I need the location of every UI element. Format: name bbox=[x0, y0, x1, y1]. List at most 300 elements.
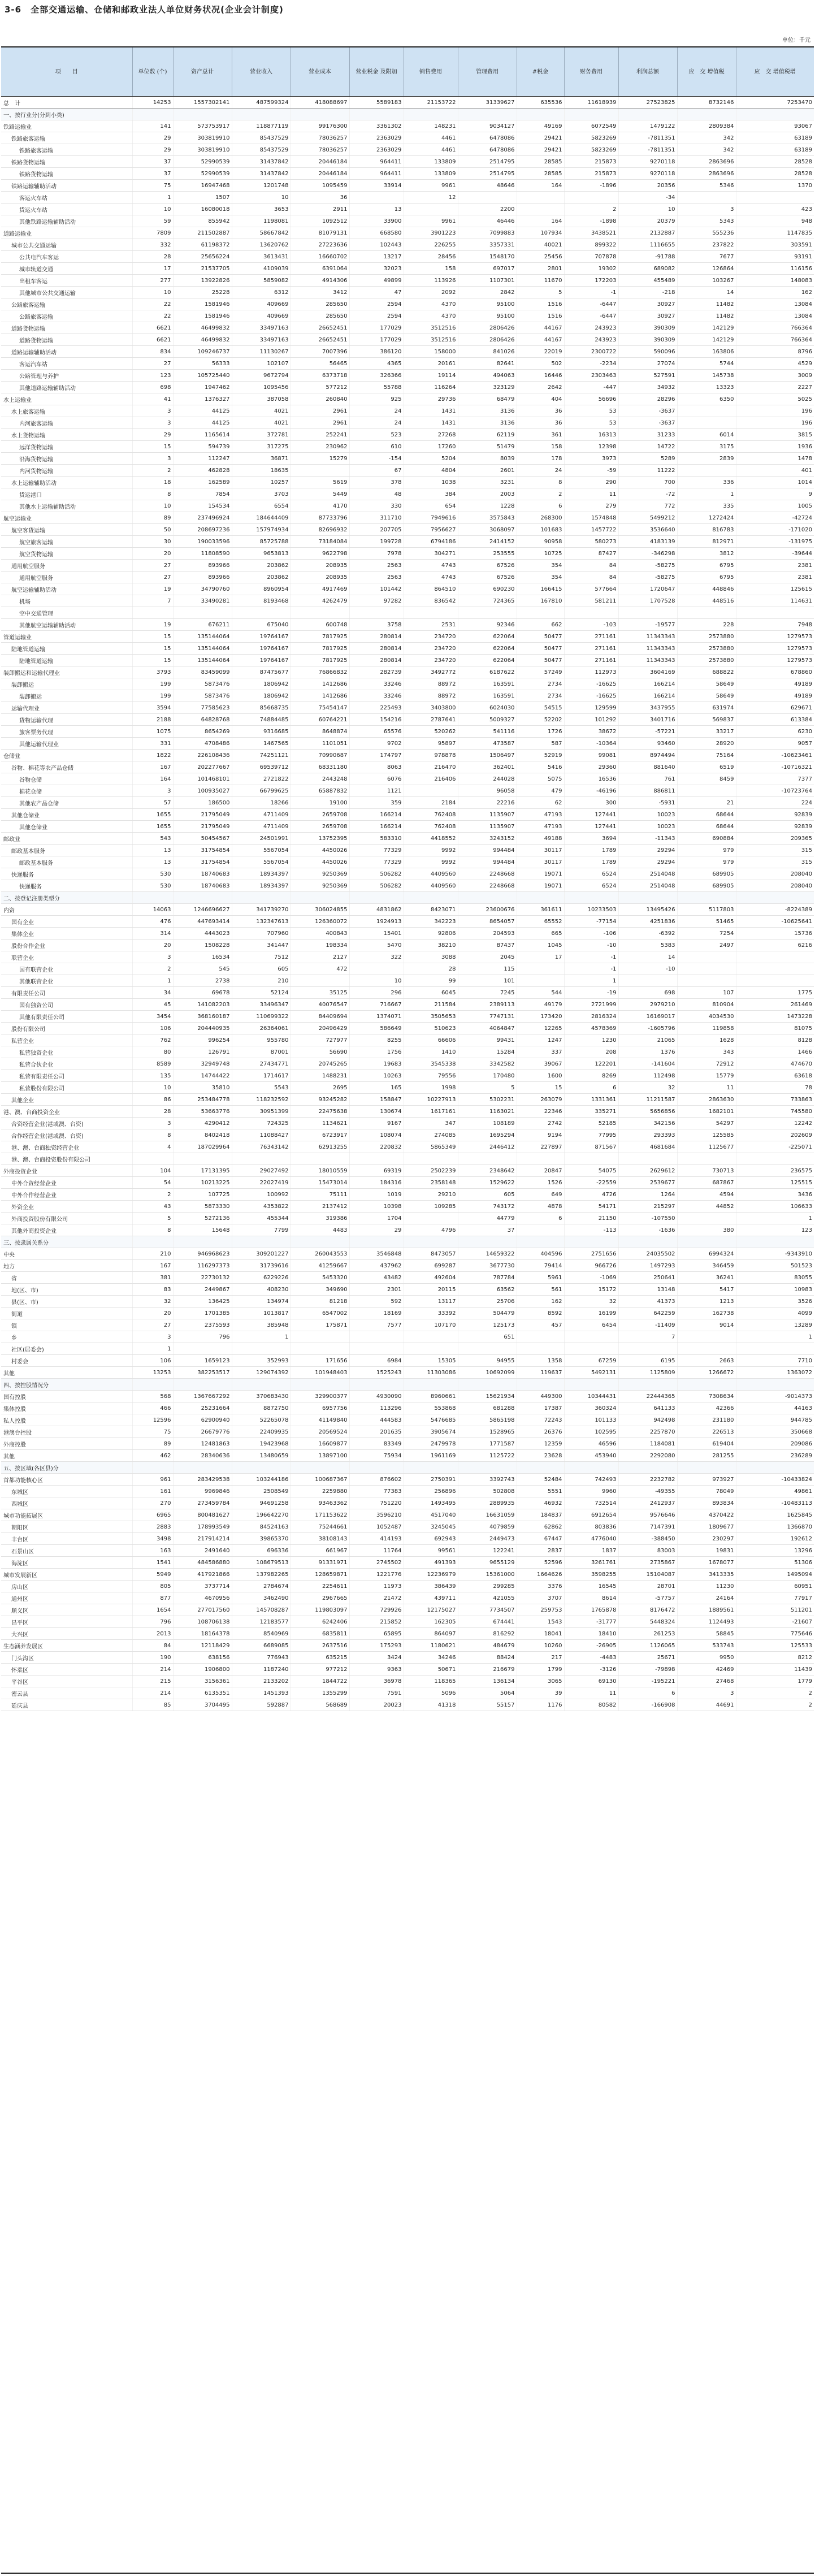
cell-value: 9672794 bbox=[232, 370, 291, 382]
cell-value: 9622798 bbox=[291, 548, 349, 560]
cell-value bbox=[618, 1236, 677, 1248]
cell-value: 2594 bbox=[349, 298, 404, 310]
cell-value: 1358 bbox=[517, 1355, 564, 1367]
cell-value: 1 bbox=[132, 1343, 173, 1355]
cell-value: 19764167 bbox=[232, 631, 291, 643]
cell-value: 8 bbox=[132, 1129, 173, 1141]
cell-value: 8473057 bbox=[404, 1248, 458, 1260]
table-row bbox=[1, 631, 814, 643]
cell-value: 729926 bbox=[349, 1604, 404, 1616]
table-row bbox=[1, 1201, 814, 1213]
cell-value: 1230 bbox=[564, 1034, 618, 1046]
cell-value: 11 bbox=[564, 488, 618, 500]
table-row bbox=[1, 987, 814, 999]
cell-value: 1005 bbox=[736, 500, 814, 512]
cell-value: 142129 bbox=[677, 334, 736, 346]
cell-value: 20496429 bbox=[291, 1023, 349, 1034]
cell-value: 2133202 bbox=[232, 1676, 291, 1687]
cell-value: 112498 bbox=[618, 1070, 677, 1082]
table-row bbox=[1, 702, 814, 714]
cell-value: 25671 bbox=[618, 1652, 677, 1664]
cell-value: 162 bbox=[517, 1296, 564, 1308]
cell-value: 7817925 bbox=[291, 655, 349, 666]
cell-value: 6076 bbox=[349, 773, 404, 785]
cell-value: 5 bbox=[132, 1213, 173, 1224]
cell-value: 88972 bbox=[404, 690, 458, 702]
row-label: 合作经营企业(港或澳、台资) bbox=[1, 1129, 132, 1141]
row-label: 集体企业 bbox=[1, 928, 132, 940]
cell-value: 641133 bbox=[618, 1402, 677, 1414]
cell-value: 129599 bbox=[564, 702, 618, 714]
cell-value bbox=[517, 892, 564, 904]
cell-value: 1678077 bbox=[677, 1557, 736, 1569]
cell-value: 87475677 bbox=[232, 666, 291, 678]
cell-value bbox=[349, 1343, 404, 1355]
cell-value: 2721822 bbox=[232, 773, 291, 785]
table-row bbox=[1, 536, 814, 548]
table-row bbox=[1, 833, 814, 845]
cell-value: 4914306 bbox=[291, 275, 349, 287]
cell-value: 18010559 bbox=[291, 1165, 349, 1177]
cell-value: 16080018 bbox=[173, 204, 232, 215]
cell-value: 8654269 bbox=[173, 726, 232, 738]
cell-value: 243923 bbox=[564, 322, 618, 334]
row-label: 空中交通管理 bbox=[1, 607, 132, 619]
cell-value: 447693414 bbox=[173, 916, 232, 928]
cell-value: 335 bbox=[677, 500, 736, 512]
cell-value: 105725440 bbox=[173, 370, 232, 382]
cell-value: 4796 bbox=[404, 1224, 458, 1236]
cell-value: 2883 bbox=[132, 1521, 173, 1533]
cell-value: 268300 bbox=[517, 512, 564, 524]
cell-value: 372781 bbox=[232, 429, 291, 441]
cell-value: -218 bbox=[618, 287, 677, 298]
cell-value: 635536 bbox=[517, 97, 564, 109]
cell-value: 1765878 bbox=[564, 1604, 618, 1616]
cell-value: 79414 bbox=[517, 1260, 564, 1272]
cell-value: 55157 bbox=[458, 1699, 517, 1711]
cell-value: 28 bbox=[132, 251, 173, 263]
cell-value: 1655 bbox=[132, 821, 173, 833]
cell-value: 47193 bbox=[517, 821, 564, 833]
cell-value: 864510 bbox=[404, 583, 458, 595]
cell-value bbox=[736, 192, 814, 204]
row-label: 航空客货运输 bbox=[1, 524, 132, 536]
table-row bbox=[1, 1664, 814, 1676]
cell-value: 81079131 bbox=[291, 227, 349, 239]
cell-value: 135144064 bbox=[173, 643, 232, 655]
cell-value: 6072549 bbox=[564, 120, 618, 132]
cell-value: 4021 bbox=[232, 417, 291, 429]
cell-value: 52990539 bbox=[173, 168, 232, 180]
cell-value: 17131395 bbox=[173, 1165, 232, 1177]
cell-value bbox=[736, 1343, 814, 1355]
row-label: 私营合伙企业 bbox=[1, 1058, 132, 1070]
cell-value: 135144064 bbox=[173, 655, 232, 666]
cell-value: 85668735 bbox=[232, 702, 291, 714]
row-label: 四、按控股情况分 bbox=[1, 1379, 132, 1391]
cell-value: 5448324 bbox=[618, 1616, 677, 1628]
cell-value bbox=[291, 109, 349, 120]
cell-value: 15172 bbox=[564, 1284, 618, 1296]
cell-value: 175293 bbox=[349, 1640, 404, 1652]
cell-value: 6554 bbox=[232, 500, 291, 512]
row-label: 航空运输辅助活动 bbox=[1, 583, 132, 595]
cell-value: 1799 bbox=[517, 1664, 564, 1676]
cell-value: 76343142 bbox=[232, 1141, 291, 1153]
cell-value: 8 bbox=[132, 488, 173, 500]
cell-value: 54297 bbox=[677, 1118, 736, 1129]
cell-value: 162305 bbox=[404, 1616, 458, 1628]
cell-value: 170480 bbox=[458, 1070, 517, 1082]
cell-value: 2 bbox=[132, 963, 173, 975]
cell-value: 11130267 bbox=[232, 346, 291, 358]
cell-value: 1101051 bbox=[291, 738, 349, 750]
cell-value: 21 bbox=[677, 797, 736, 809]
cell-value: 7747131 bbox=[458, 1011, 517, 1023]
table-row bbox=[1, 251, 814, 263]
table-row bbox=[1, 607, 814, 619]
cell-value bbox=[458, 1379, 517, 1391]
cell-value: 33246 bbox=[349, 690, 404, 702]
cell-value: 317275 bbox=[232, 441, 291, 453]
cell-value: 2842 bbox=[458, 287, 517, 298]
cell-value: 69539712 bbox=[232, 761, 291, 773]
cell-value: 15401 bbox=[349, 928, 404, 940]
cell-value: -31777 bbox=[564, 1616, 618, 1628]
cell-value: 1756 bbox=[349, 1046, 404, 1058]
cell-value: 7978 bbox=[349, 548, 404, 560]
cell-value: 942498 bbox=[618, 1414, 677, 1426]
cell-value: 108074 bbox=[349, 1129, 404, 1141]
cell-value: 49189 bbox=[736, 690, 814, 702]
cell-value: 33914 bbox=[349, 180, 404, 192]
cell-value: 5453320 bbox=[291, 1272, 349, 1284]
cell-value: 1331361 bbox=[564, 1094, 618, 1106]
cell-value: 148231 bbox=[404, 120, 458, 132]
cell-value: 89 bbox=[132, 512, 173, 524]
cell-value: 13 bbox=[132, 856, 173, 868]
cell-value: 127441 bbox=[564, 821, 618, 833]
row-label: 顺义区 bbox=[1, 1604, 132, 1616]
cell-value: 2491640 bbox=[173, 1545, 232, 1557]
cell-value: 6795 bbox=[677, 572, 736, 583]
table-row bbox=[1, 1082, 814, 1094]
cell-value bbox=[736, 951, 814, 963]
row-label: 港、澳、台商投资企业 bbox=[1, 1106, 132, 1118]
table-row bbox=[1, 1521, 814, 1533]
cell-value: 125533 bbox=[736, 1640, 814, 1652]
cell-value: 699287 bbox=[404, 1260, 458, 1272]
cell-value: 199728 bbox=[349, 536, 404, 548]
row-label: 国有企业 bbox=[1, 916, 132, 928]
cell-value: 19764167 bbox=[232, 655, 291, 666]
cell-value: 3392743 bbox=[458, 1474, 517, 1486]
cell-value: 10227913 bbox=[404, 1094, 458, 1106]
cell-value: 1497293 bbox=[618, 1260, 677, 1272]
cell-value bbox=[173, 1379, 232, 1391]
cell-value: 16631059 bbox=[458, 1509, 517, 1521]
cell-value: -77154 bbox=[564, 916, 618, 928]
cell-value: 261469 bbox=[736, 999, 814, 1011]
cell-value: 224 bbox=[736, 797, 814, 809]
cell-value: 4483 bbox=[291, 1224, 349, 1236]
cell-value: 164 bbox=[517, 180, 564, 192]
cell-value: 25456 bbox=[517, 251, 564, 263]
cell-value: 76866832 bbox=[291, 666, 349, 678]
cell-value: 27 bbox=[132, 358, 173, 370]
cell-value: 1548170 bbox=[458, 251, 517, 263]
row-label: 水上货物运输 bbox=[1, 429, 132, 441]
cell-value: 2563 bbox=[349, 560, 404, 572]
cell-value: 178 bbox=[517, 453, 564, 465]
cell-value: 30117 bbox=[517, 856, 564, 868]
table-row bbox=[1, 1402, 814, 1414]
table-row bbox=[1, 583, 814, 595]
cell-value: 5075 bbox=[517, 773, 564, 785]
cell-value: 41373 bbox=[618, 1296, 677, 1308]
cell-value: 20023 bbox=[349, 1699, 404, 1711]
cell-value: 60764221 bbox=[291, 714, 349, 726]
row-label: 快递服务 bbox=[1, 880, 132, 892]
cell-value: 9960 bbox=[564, 1486, 618, 1497]
cell-value: 109246737 bbox=[173, 346, 232, 358]
cell-value: 83459099 bbox=[173, 666, 232, 678]
cell-value: 45 bbox=[132, 999, 173, 1011]
cell-value: -19 bbox=[564, 987, 618, 999]
cell-value: 273459784 bbox=[173, 1497, 232, 1509]
cell-value: 54171 bbox=[564, 1201, 618, 1213]
cell-value: 126360072 bbox=[291, 916, 349, 928]
cell-value: 87001 bbox=[232, 1046, 291, 1058]
cell-value: 211502887 bbox=[173, 227, 232, 239]
cell-value: 78036257 bbox=[291, 144, 349, 156]
cell-value: 417921866 bbox=[173, 1569, 232, 1581]
row-label: 管道运输业 bbox=[1, 631, 132, 643]
cell-value: 1147835 bbox=[736, 227, 814, 239]
cell-value: 15361000 bbox=[458, 1569, 517, 1581]
cell-value: 101133 bbox=[564, 1414, 618, 1426]
cell-value: 3 bbox=[677, 204, 736, 215]
cell-value: 6994324 bbox=[677, 1248, 736, 1260]
cell-value: 8039 bbox=[458, 453, 517, 465]
cell-value: 68479 bbox=[458, 393, 517, 405]
cell-value: 1557302141 bbox=[173, 97, 232, 109]
cell-value: -171020 bbox=[736, 524, 814, 536]
cell-value: 77329 bbox=[349, 845, 404, 856]
cell-value: 87437 bbox=[458, 940, 517, 951]
cell-value: 697017 bbox=[458, 263, 517, 275]
cell-value: 11670 bbox=[517, 275, 564, 287]
cell-value: 106 bbox=[132, 1355, 173, 1367]
cell-value: 8 bbox=[132, 1224, 173, 1236]
cell-value: 231180 bbox=[677, 1414, 736, 1426]
table-row bbox=[1, 322, 814, 334]
cell-value: 48 bbox=[349, 488, 404, 500]
cell-value: -49355 bbox=[618, 1486, 677, 1497]
cell-value: 2863696 bbox=[677, 156, 736, 168]
cell-value: 5873476 bbox=[173, 678, 232, 690]
cell-value: 5859082 bbox=[232, 275, 291, 287]
cell-value: 163591 bbox=[458, 690, 517, 702]
cell-value: 177029 bbox=[349, 334, 404, 346]
cell-value: 27434771 bbox=[232, 1058, 291, 1070]
cell-value: 214 bbox=[132, 1664, 173, 1676]
cell-value: 796 bbox=[132, 1616, 173, 1628]
cell-value: 53 bbox=[564, 417, 618, 429]
cell-value: 2806426 bbox=[458, 322, 517, 334]
cell-value: 2961 bbox=[291, 417, 349, 429]
cell-value: 5 bbox=[517, 287, 564, 298]
cell-value: 386439 bbox=[404, 1581, 458, 1592]
cell-value: 4370 bbox=[404, 310, 458, 322]
cell-value: 142129 bbox=[677, 322, 736, 334]
cell-value: 125585 bbox=[677, 1129, 736, 1141]
cell-value: 733863 bbox=[736, 1094, 814, 1106]
cell-value: 108189 bbox=[458, 1118, 517, 1129]
cell-value: 810904 bbox=[677, 999, 736, 1011]
cell-value: 3454 bbox=[132, 1011, 173, 1023]
cell-value: 5383 bbox=[618, 940, 677, 951]
cell-value: 56690 bbox=[291, 1046, 349, 1058]
cell-value: -58275 bbox=[618, 572, 677, 583]
cell-value bbox=[677, 192, 736, 204]
row-label: 陆地管道运输 bbox=[1, 655, 132, 666]
cell-value: 2663 bbox=[677, 1355, 736, 1367]
cell-value: 81218 bbox=[291, 1296, 349, 1308]
cell-value: 400843 bbox=[291, 928, 349, 940]
column-header: 营业成本 bbox=[291, 47, 349, 97]
cell-value: 100992 bbox=[232, 1189, 291, 1201]
cell-value: 3088 bbox=[404, 951, 458, 963]
cell-value: 423 bbox=[736, 204, 814, 215]
cell-value: 119858 bbox=[677, 1023, 736, 1034]
row-label: 棉花仓储 bbox=[1, 785, 132, 797]
section-row bbox=[1, 1379, 814, 1391]
cell-value bbox=[677, 1343, 736, 1355]
cell-value: 56465 bbox=[291, 358, 349, 370]
cell-value: 75934 bbox=[349, 1450, 404, 1462]
cell-value: 167 bbox=[132, 1260, 173, 1272]
cell-value: 1135907 bbox=[458, 809, 517, 821]
cell-value: -131975 bbox=[736, 536, 814, 548]
table-row bbox=[1, 845, 814, 856]
cell-value: 25706 bbox=[458, 1296, 517, 1308]
cell-value: 1528965 bbox=[458, 1426, 517, 1438]
cell-value: 15 bbox=[132, 643, 173, 655]
cell-value: 4021 bbox=[232, 405, 291, 417]
cell-value: 3361302 bbox=[349, 120, 404, 132]
cell-value: 166214 bbox=[349, 821, 404, 833]
cell-value: 5567054 bbox=[232, 845, 291, 856]
cell-value: -388450 bbox=[618, 1533, 677, 1545]
column-header: 单位数 (个) bbox=[132, 47, 173, 97]
cell-value: 8960661 bbox=[404, 1391, 458, 1402]
cell-value: 347 bbox=[404, 1118, 458, 1129]
cell-value: 881640 bbox=[618, 761, 677, 773]
table-row bbox=[1, 1260, 814, 1272]
cell-value: 165 bbox=[349, 1082, 404, 1094]
cell-value: 162738 bbox=[677, 1308, 736, 1319]
cell-value: 1600 bbox=[517, 1070, 564, 1082]
cell-value: 462 bbox=[132, 1450, 173, 1462]
table-row bbox=[1, 405, 814, 417]
cell-value: 6723917 bbox=[291, 1129, 349, 1141]
cell-value: 622064 bbox=[458, 655, 517, 666]
cell-value: 22 bbox=[132, 298, 173, 310]
cell-value: 688822 bbox=[677, 666, 736, 678]
cell-value: 2508549 bbox=[232, 1486, 291, 1497]
table-row bbox=[1, 1213, 814, 1224]
cell-value: 1107301 bbox=[458, 275, 517, 287]
cell-value: 225493 bbox=[349, 702, 404, 714]
cell-value: 29294 bbox=[618, 856, 677, 868]
table-body bbox=[1, 97, 814, 1711]
cell-value: 6524 bbox=[564, 880, 618, 892]
cell-value: 13480659 bbox=[232, 1450, 291, 1462]
cell-value: 2979210 bbox=[618, 999, 677, 1011]
cell-value: 4776040 bbox=[564, 1533, 618, 1545]
cell-value: 5873330 bbox=[173, 1201, 232, 1213]
cell-value: 50477 bbox=[517, 631, 564, 643]
cell-value: 209365 bbox=[736, 833, 814, 845]
cell-value: 2659708 bbox=[291, 809, 349, 821]
cell-value: 11343343 bbox=[618, 643, 677, 655]
cell-value: 129074392 bbox=[232, 1367, 291, 1379]
cell-value bbox=[291, 1379, 349, 1391]
table-row bbox=[1, 809, 814, 821]
cell-value: 93245282 bbox=[291, 1094, 349, 1106]
cell-value: 154534 bbox=[173, 500, 232, 512]
cell-value: 487599324 bbox=[232, 97, 291, 109]
cell-value: 25231664 bbox=[173, 1402, 232, 1414]
cell-value: 401 bbox=[736, 465, 814, 477]
cell-value: 24 bbox=[349, 405, 404, 417]
row-label: 陆地管道运输 bbox=[1, 643, 132, 655]
cell-value bbox=[404, 1213, 458, 1224]
cell-value: 2787641 bbox=[404, 714, 458, 726]
cell-value: 787784 bbox=[458, 1272, 517, 1284]
cell-value: 89 bbox=[132, 1438, 173, 1450]
cell-value: 2 bbox=[132, 1189, 173, 1201]
cell-value: -6392 bbox=[618, 928, 677, 940]
cell-value bbox=[517, 1379, 564, 1391]
cell-value: 6024030 bbox=[458, 702, 517, 714]
cell-value: 13897100 bbox=[291, 1450, 349, 1462]
cell-value bbox=[564, 1343, 618, 1355]
row-label: 道路货物运输 bbox=[1, 322, 132, 334]
cell-value: -10716321 bbox=[736, 761, 814, 773]
cell-value: 1134621 bbox=[291, 1118, 349, 1129]
cell-value bbox=[618, 1462, 677, 1474]
cell-value: 315 bbox=[736, 856, 814, 868]
cell-value: 349690 bbox=[291, 1284, 349, 1296]
cell-value: 158847 bbox=[349, 1094, 404, 1106]
cell-value: 7007396 bbox=[291, 346, 349, 358]
cell-value: 766364 bbox=[736, 334, 814, 346]
cell-value bbox=[517, 192, 564, 204]
cell-value: 1479122 bbox=[618, 120, 677, 132]
cell-value: 2389113 bbox=[458, 999, 517, 1011]
cell-value: 1541 bbox=[132, 1557, 173, 1569]
cell-value: 10023 bbox=[618, 821, 677, 833]
cell-value: 9270118 bbox=[618, 168, 677, 180]
cell-value: 63562 bbox=[458, 1284, 517, 1296]
cell-value: 329900377 bbox=[291, 1391, 349, 1402]
cell-value: 1906800 bbox=[173, 1664, 232, 1676]
table-row bbox=[1, 1296, 814, 1308]
cell-value: 2449867 bbox=[173, 1284, 232, 1296]
